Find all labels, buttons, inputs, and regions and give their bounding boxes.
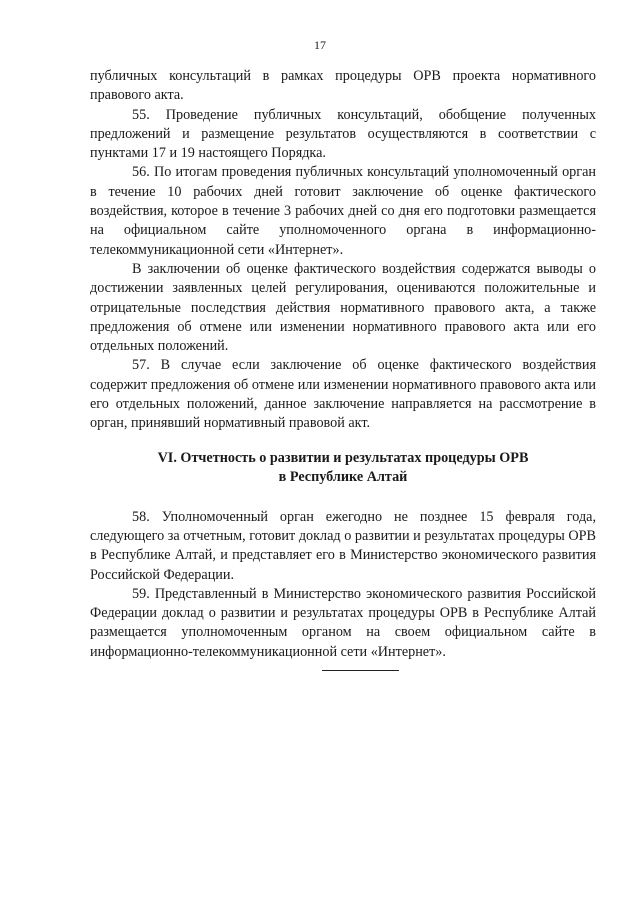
document-body — [90, 67, 596, 662]
page-number: 17 — [314, 38, 326, 52]
paragraph-59: 59. Представленный в Министерство экономического развития Российской Федерации доклад о развитии и результатах процедуры ОРВ в Республике Алтай размещается уполномоченным органом на своем официальном сайте в информационно-телекоммуникационной сети «Интернет». — [90, 585, 596, 660]
section-heading-line-2: в Республике Алтай — [278, 468, 408, 485]
paragraph-56-conclusion: В заключении об оценке фактического воздействия содержатся выводы о достижении заявленных целей регулирования, оцениваются положительные и отрицательные последствия действия нормативного правового акта, а также предложения об отмене или изменении нормативного правового акта или его отдельных положений. — [90, 260, 596, 355]
section-heading-line-1: VI. Отчетность о развитии и результатах процедуры ОРВ — [157, 449, 529, 466]
paragraph-58: 58. Уполномоченный орган ежегодно не позднее 15 февраля года, следующего за отчетным, готовит доклад о развитии и результатах процедуры ОРВ в Республике Алтай, и представляет его в Министерство экономического развития Российской Федерации. — [90, 508, 596, 583]
paragraph-56: 56. По итогам проведения публичных консультаций уполномоченный орган в течение 10 рабочих дней готовит заключение об оценке фактического воздействия, которое в течение 3 рабочих дней со дня его подготовки размещается на официальном сайте уполномоченного органа в информационно-телекоммуникационной сети «Интернет». — [90, 164, 596, 258]
spacer — [90, 487, 596, 508]
paragraph-55: 55. Проведение публичных консультаций, обобщение полученных предложений и размещение результатов осуществляются в соответствии с пунктами 17 и 19 настоящего Порядка. — [90, 106, 596, 162]
paragraph-57: 57. В случае если заключение об оценке фактического воздействия содержит предложения об отмене или изменении нормативного правового акта или его отдельных положений, данное заключение направляется на рассмотрение в орган, принявший нормативный правовой акт. — [90, 357, 596, 432]
section-heading — [90, 449, 596, 487]
end-divider — [322, 670, 399, 671]
paragraph-continuation: публичных консультаций в рамках процедуры ОРВ проекта нормативного правового акта. — [90, 68, 596, 104]
